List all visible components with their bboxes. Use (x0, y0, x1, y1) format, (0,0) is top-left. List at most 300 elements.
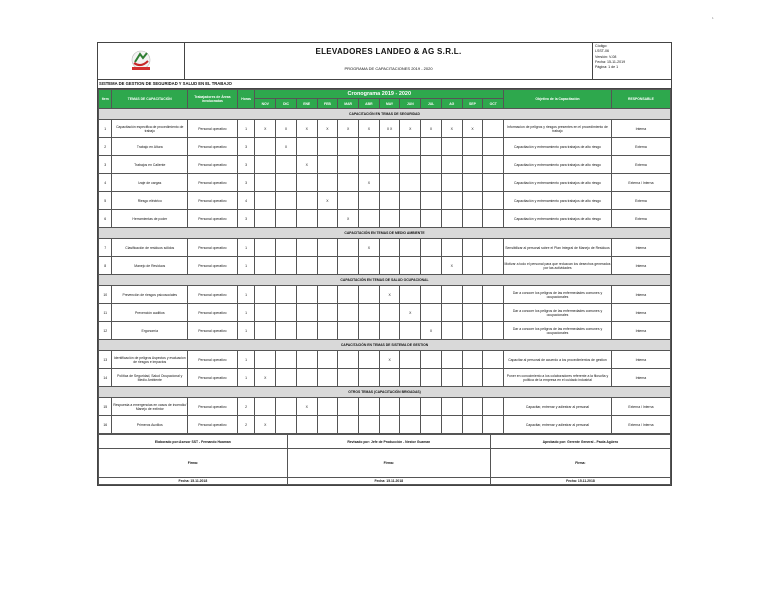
row-objetivo: Sensibilizar al personal sobre el Plan Integral de Manejo de Residuos (504, 239, 612, 257)
month-mark (359, 210, 380, 228)
month-mark (317, 398, 338, 416)
firma-revisado: Firma: (287, 449, 490, 478)
month-mark: X (338, 210, 359, 228)
month-mark (276, 416, 297, 434)
month-mark (255, 156, 276, 174)
table-row (99, 210, 671, 228)
row-responsable: Interna (611, 257, 670, 275)
month-mark (338, 286, 359, 304)
month-mark (462, 398, 483, 416)
month-mark (338, 156, 359, 174)
month-mark (296, 286, 317, 304)
section-title: CAPACITACIÓN EN TEMAS DE MEDIO AMBIENTE (99, 228, 671, 239)
month-mark (421, 192, 442, 210)
col-header-cronograma: Cronograma 2019 - 2020 (255, 90, 504, 99)
row-tema: Prevención de riesgos psicosociales (112, 286, 188, 304)
table-row (99, 304, 671, 322)
month-mark (255, 239, 276, 257)
month-mark (441, 210, 462, 228)
signature-table (98, 434, 671, 485)
row-tema: Prevención auditiva (112, 304, 188, 322)
table-row (99, 257, 671, 275)
month-mark (421, 210, 442, 228)
month-mark (462, 239, 483, 257)
meta-line: Página: 1 de 1 (595, 65, 619, 70)
program-title: PROGRAMA DE CAPACITACIONES 2019 - 2020 (344, 66, 433, 71)
row-objetivo: Capacitar, entrenar y adiestrar al personal (504, 416, 612, 434)
month-mark (296, 192, 317, 210)
row-tema: Trabajo en Altura (112, 138, 188, 156)
row-objetivo: Capacitación y entrenamiento para trabajos de alto riesgo (504, 174, 612, 192)
month-mark (296, 138, 317, 156)
month-mark: X (379, 351, 400, 369)
month-mark (379, 369, 400, 387)
col-header-responsable: RESPONSABLE (611, 90, 670, 109)
col-header-item: Item (99, 90, 112, 109)
month-mark (338, 304, 359, 322)
company-logo (98, 43, 185, 79)
row-tema: Manejo de Residuos (112, 257, 188, 275)
row-tema: Identificación de peligros Aspectos y evaluacion de riesgos e impactos (112, 351, 188, 369)
month-mark (441, 138, 462, 156)
month-mark (296, 351, 317, 369)
month-header: ENE (296, 99, 317, 109)
row-objetivo: Capacitación y entrenamiento para trabajos de alto riesgo (504, 138, 612, 156)
col-header-tema: TEMAS DE CAPACITACIÓN (112, 90, 188, 109)
fecha-revisado: Fecha: 15.11.2018 (287, 478, 490, 485)
row-objetivo: Motivar a todo el personal para que reduzcan los desechos generados por las actividades (504, 257, 612, 275)
month-mark (400, 239, 421, 257)
month-mark (441, 304, 462, 322)
month-mark (338, 322, 359, 340)
month-mark (359, 138, 380, 156)
row-tema: Política de Seguridad, Salud Ocupacional y Medio Ambiente (112, 369, 188, 387)
row-responsable: Interna (611, 304, 670, 322)
firma-elaborado: Firma: (99, 449, 288, 478)
month-header: AG (441, 99, 462, 109)
row-responsable: Interna (611, 120, 670, 138)
company-name: ELEVADORES LANDEO & AG S.R.L. (315, 47, 462, 56)
month-mark (441, 351, 462, 369)
month-header: DIC (276, 99, 297, 109)
system-line: SISTEMA DE GESTION DE SEGURIDAD Y SALUD EN EL TRABAJO (98, 80, 671, 89)
month-mark: X (276, 120, 297, 138)
month-mark (317, 210, 338, 228)
month-mark: X (359, 239, 380, 257)
month-mark (359, 257, 380, 275)
table-row (99, 416, 671, 434)
month-header: FEB (317, 99, 338, 109)
month-header: NOV (255, 99, 276, 109)
aprobado-label: Aprobado por: Gerente General - Paola Agüero (490, 435, 670, 449)
row-number: 2 (99, 138, 112, 156)
month-mark (400, 398, 421, 416)
row-horas: 1 (237, 304, 255, 322)
month-mark (338, 369, 359, 387)
month-mark (379, 192, 400, 210)
month-mark (255, 138, 276, 156)
month-mark (296, 369, 317, 387)
month-mark (400, 138, 421, 156)
meta-line: Fecha: 15-11-2019 (595, 59, 626, 64)
table-row (99, 322, 671, 340)
row-number: 14 (99, 369, 112, 387)
row-tema: Capacitación especifica de procedimiento de trabajo (112, 120, 188, 138)
row-tema: Primeros Auxilios (112, 416, 188, 434)
month-mark: X (317, 192, 338, 210)
month-mark (255, 351, 276, 369)
month-mark (441, 239, 462, 257)
month-mark (421, 239, 442, 257)
section-title: CAPACITACIÓN EN TEMAS DE SISTEMA DE GESTION (99, 340, 671, 351)
month-mark: X (338, 120, 359, 138)
month-mark (255, 322, 276, 340)
month-mark (400, 192, 421, 210)
month-mark (379, 156, 400, 174)
row-number: 13 (99, 351, 112, 369)
row-trabajadores: Personal operativo (188, 398, 238, 416)
month-mark (317, 304, 338, 322)
meta-line: LSST-06 (595, 49, 609, 54)
month-mark (421, 398, 442, 416)
month-mark (379, 322, 400, 340)
month-mark (421, 257, 442, 275)
month-mark (276, 239, 297, 257)
month-mark (483, 192, 504, 210)
title-block (185, 43, 593, 79)
month-mark (338, 351, 359, 369)
month-header: JUN (400, 99, 421, 109)
month-mark: X (441, 257, 462, 275)
col-header-objetivo: Objetivo de la Capacitación (504, 90, 612, 109)
month-mark (462, 322, 483, 340)
month-mark (317, 322, 338, 340)
table-row (99, 351, 671, 369)
row-objetivo: Capacitar, entrenar y adiestrar al personal (504, 398, 612, 416)
month-mark (462, 138, 483, 156)
section-row (99, 340, 671, 351)
month-mark (379, 138, 400, 156)
month-mark: X (441, 120, 462, 138)
month-mark (317, 351, 338, 369)
month-mark (296, 257, 317, 275)
row-tema: Trabajos en Caliente (112, 156, 188, 174)
month-mark (255, 304, 276, 322)
month-mark (400, 174, 421, 192)
section-row (99, 109, 671, 120)
table-row (99, 369, 671, 387)
month-mark (421, 416, 442, 434)
month-mark (255, 257, 276, 275)
month-mark (379, 257, 400, 275)
row-trabajadores: Personal operativo (188, 304, 238, 322)
month-mark (296, 239, 317, 257)
month-mark (276, 156, 297, 174)
row-objetivo: Dar a conocer los peligros de las enfermedades comunes y ocupacionales (504, 286, 612, 304)
month-mark (483, 304, 504, 322)
month-mark (338, 239, 359, 257)
row-responsable: Externa (611, 156, 670, 174)
row-objetivo: Poner en conocimiento a los colaboradores referente a la filosofía y política de la empresa en el cuidado industrial (504, 369, 612, 387)
month-mark (379, 210, 400, 228)
row-responsable: Externa (611, 138, 670, 156)
row-horas: 1 (237, 239, 255, 257)
row-trabajadores: Personal operativo (188, 239, 238, 257)
month-mark (276, 286, 297, 304)
month-mark (462, 304, 483, 322)
row-trabajadores: Personal operativo (188, 322, 238, 340)
section-title: OTROS TEMAS (CAPACITACIÓN BRIGADAS) (99, 387, 671, 398)
row-trabajadores: Personal operativo (188, 156, 238, 174)
document-header (98, 43, 671, 80)
month-mark (400, 156, 421, 174)
row-trabajadores: Personal operativo (188, 286, 238, 304)
month-mark: X (462, 120, 483, 138)
month-mark (462, 257, 483, 275)
month-mark (276, 351, 297, 369)
row-responsable: Externa / Interna (611, 398, 670, 416)
month-mark: X (255, 369, 276, 387)
month-mark (483, 398, 504, 416)
table-row (99, 120, 671, 138)
row-tema: Herramientas de poder (112, 210, 188, 228)
month-mark (462, 286, 483, 304)
row-objetivo: Capacitación y entrenamiento para trabajos de alto riesgo (504, 210, 612, 228)
row-tema: Clasificación de residuos sólidos (112, 239, 188, 257)
row-horas: 1 (237, 369, 255, 387)
row-tema: Izaje de cargas (112, 174, 188, 192)
row-trabajadores: Personal operativo (188, 257, 238, 275)
month-header: OCT (483, 99, 504, 109)
row-tema: Riesgo eléctrico (112, 192, 188, 210)
month-mark (379, 398, 400, 416)
row-trabajadores: Personal operativo (188, 210, 238, 228)
row-objetivo: Dar a conocer los peligros de las enfermedades comunes y ocupacionales (504, 322, 612, 340)
row-number: 3 (99, 156, 112, 174)
month-mark (483, 351, 504, 369)
month-mark (379, 304, 400, 322)
row-number: 6 (99, 210, 112, 228)
month-mark: X (359, 174, 380, 192)
month-mark (483, 156, 504, 174)
month-mark: X (421, 120, 442, 138)
month-mark (400, 351, 421, 369)
month-mark (276, 369, 297, 387)
month-mark (421, 351, 442, 369)
table-row (99, 398, 671, 416)
row-trabajadores: Personal operativo (188, 351, 238, 369)
month-mark (255, 398, 276, 416)
row-responsable: Externa (611, 192, 670, 210)
month-mark (441, 192, 462, 210)
month-mark (338, 398, 359, 416)
table-row (99, 239, 671, 257)
month-mark (400, 210, 421, 228)
month-mark: X (317, 120, 338, 138)
month-mark (276, 398, 297, 416)
month-mark (255, 174, 276, 192)
month-mark (462, 416, 483, 434)
month-mark: X X (379, 120, 400, 138)
row-number: 7 (99, 239, 112, 257)
fecha-elaborado: Fecha: 15.11.2018 (99, 478, 288, 485)
month-mark (276, 174, 297, 192)
month-mark (462, 210, 483, 228)
revisado-label: Revisado por: Jefe de Producción - Nestor Guzman (287, 435, 490, 449)
month-mark (483, 210, 504, 228)
month-mark: X (359, 120, 380, 138)
row-number: 4 (99, 174, 112, 192)
month-mark (338, 416, 359, 434)
month-mark (359, 351, 380, 369)
month-mark (276, 322, 297, 340)
month-mark (421, 156, 442, 174)
month-mark (276, 304, 297, 322)
month-mark (255, 192, 276, 210)
month-mark (441, 322, 462, 340)
month-mark (317, 416, 338, 434)
month-mark (296, 416, 317, 434)
firma-aprobado: Firma: (490, 449, 670, 478)
month-mark (276, 257, 297, 275)
month-mark (379, 174, 400, 192)
month-mark (483, 138, 504, 156)
row-number: 8 (99, 257, 112, 275)
month-header: MAR (338, 99, 359, 109)
month-mark (359, 416, 380, 434)
row-horas: 1 (237, 351, 255, 369)
row-trabajadores: Personal operativo (188, 192, 238, 210)
month-mark (359, 369, 380, 387)
month-mark (400, 369, 421, 387)
month-mark (317, 239, 338, 257)
month-mark (441, 398, 462, 416)
month-mark (483, 322, 504, 340)
month-mark: X (421, 322, 442, 340)
month-mark (359, 398, 380, 416)
row-horas: 2 (237, 416, 255, 434)
month-header: MAY (379, 99, 400, 109)
row-trabajadores: Personal operativo (188, 138, 238, 156)
month-mark (296, 210, 317, 228)
training-table (98, 89, 671, 434)
section-row (99, 387, 671, 398)
month-mark (359, 286, 380, 304)
month-mark (317, 257, 338, 275)
table-row (99, 156, 671, 174)
row-horas: 4 (237, 192, 255, 210)
month-mark (483, 174, 504, 192)
month-mark (359, 156, 380, 174)
month-mark (276, 210, 297, 228)
month-mark (462, 369, 483, 387)
row-objetivo: Capacitar al personal de acuerdo a los procedimientos de gestion (504, 351, 612, 369)
month-mark (462, 192, 483, 210)
row-number: 15 (99, 398, 112, 416)
row-horas: 1 (237, 120, 255, 138)
page-number: 1 (712, 16, 714, 20)
row-number: 16 (99, 416, 112, 434)
row-trabajadores: Personal operativo (188, 174, 238, 192)
row-horas: 1 (237, 257, 255, 275)
month-mark (359, 192, 380, 210)
row-responsable: Externa (611, 210, 670, 228)
row-responsable: Interna (611, 286, 670, 304)
row-number: 10 (99, 286, 112, 304)
row-number: 12 (99, 322, 112, 340)
fecha-aprobado: Fecha: 15.11.2018 (490, 478, 670, 485)
month-mark (317, 156, 338, 174)
row-trabajadores: Personal operativo (188, 369, 238, 387)
month-mark: X (296, 156, 317, 174)
month-mark: X (400, 304, 421, 322)
row-responsable: Externa / Interna (611, 174, 670, 192)
row-tema: Ergonomía (112, 322, 188, 340)
month-mark (483, 369, 504, 387)
month-mark (379, 416, 400, 434)
month-mark (338, 257, 359, 275)
month-mark (338, 174, 359, 192)
month-header: JUL (421, 99, 442, 109)
month-mark (359, 304, 380, 322)
month-mark (483, 416, 504, 434)
month-mark (338, 192, 359, 210)
row-responsable: Externa / Interna (611, 416, 670, 434)
month-mark (255, 286, 276, 304)
month-header: SEP (462, 99, 483, 109)
month-mark (462, 174, 483, 192)
month-mark (359, 322, 380, 340)
row-objetivo: Informacion de peligros y riesgos presentes en el procedimiento de trabajo (504, 120, 612, 138)
document-sheet (97, 42, 672, 486)
month-mark (400, 322, 421, 340)
meta-line: Versión: V-08 (595, 54, 617, 59)
month-mark (317, 174, 338, 192)
row-objetivo: Capacitación y entrenamiento para trabajos de alto riesgo (504, 192, 612, 210)
month-mark (400, 257, 421, 275)
month-mark (421, 286, 442, 304)
month-mark (276, 192, 297, 210)
row-responsable: Interna (611, 369, 670, 387)
row-objetivo: Dar a conocer los peligros de las enfermedades comunes y ocupacionales (504, 304, 612, 322)
row-horas: 3 (237, 174, 255, 192)
month-mark: X (400, 120, 421, 138)
table-row (99, 174, 671, 192)
row-tema: Respuesta a emergencias en casos de incendio/ Manejo de extintor (112, 398, 188, 416)
row-horas: 3 (237, 210, 255, 228)
month-mark (421, 138, 442, 156)
month-mark (441, 286, 462, 304)
row-responsable: Interna (611, 322, 670, 340)
row-objetivo: Capacitación y entrenamiento para trabajos de alto riesgo (504, 156, 612, 174)
col-header-trabajadores: Trabajadores de Áreas involucradas (188, 90, 238, 109)
month-mark (483, 239, 504, 257)
row-number: 5 (99, 192, 112, 210)
month-mark (296, 304, 317, 322)
month-mark: X (379, 286, 400, 304)
month-mark (317, 286, 338, 304)
table-row (99, 138, 671, 156)
month-mark (483, 257, 504, 275)
row-number: 11 (99, 304, 112, 322)
logo-icon (126, 48, 156, 74)
section-title: CAPACITACIÓN EN TEMAS DE SALUD OCUPACIONAL (99, 275, 671, 286)
month-mark (421, 304, 442, 322)
row-responsable: Interna (611, 239, 670, 257)
month-header: ABR (359, 99, 380, 109)
table-row (99, 286, 671, 304)
month-mark (255, 210, 276, 228)
